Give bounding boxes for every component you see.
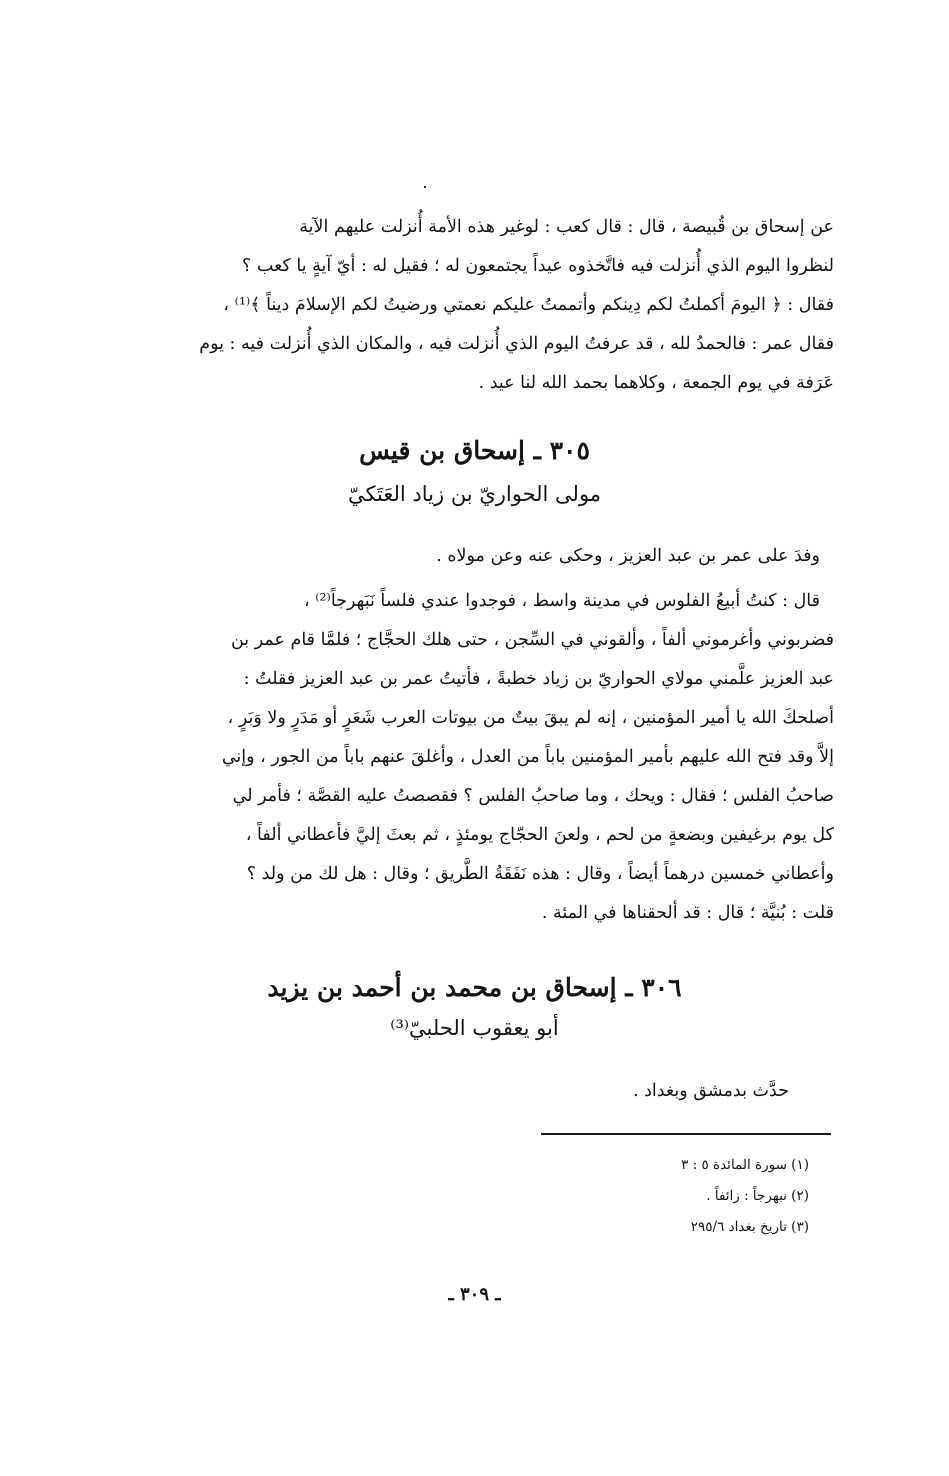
- text-line: فقال : ﴿ اليومَ أكملتُ لكم دِينكم وأتممتُ عليكم نعمتي ورضيتُ لكم الإسلامَ ديناً ﴾⁽¹⁾ ،: [223, 295, 834, 315]
- entry-heading-306: ٣٠٦ ـ إسحاق بن محمد بن أحمد بن يزيد: [267, 973, 682, 1002]
- text-line: قلت : بُنيَّة ؛ قال : قد ألحقناها في المئة .: [541, 903, 834, 923]
- text-line: صاحبُ الفلس ؛ فقال : ويحك ، وما صاحبُ الفلس ؟ فقصصتُ عليه القصَّة ؛ فأمر لي: [232, 786, 834, 806]
- stray-mark: [424, 186, 426, 188]
- entry-subheading-306: أبو يعقوب الحلبيّ⁽³⁾: [390, 1016, 559, 1040]
- text-line: وفدَ على عمر بن عبد العزيز ، وحكى عنه وعن مولاه .: [436, 546, 820, 566]
- page-number: ـ ٣٠٩ ـ: [448, 1284, 501, 1305]
- text-line: عَرَفة في يوم الجمعة ، وكلاهما بحمد الله لنا عيد .: [478, 373, 834, 393]
- text-line: أصلحكَ الله يا أمير المؤمنين ، إنه لم يبقَ بيتٌ من بيوتات العرب شَعَرٍ أو مَدَرٍ ولا وَبَرٍ ،: [227, 708, 834, 728]
- text-line: فضربوني وأغرموني ألفاً ، وألقوني في السِّجن ، حتى هلك الحجَّاج ؛ فلمَّا قام عمر بن: [230, 630, 834, 650]
- footnote-2: (٢) نبهرجاً : زائفاً .: [706, 1188, 809, 1204]
- text-line: عن إسحاق بن قُبيصة ، قال : قال كعب : لوغير هذه الأمة أُنزلت عليهم الآية: [299, 217, 834, 237]
- entry-305-story: [116, 582, 834, 933]
- footnote-3: (٣) تاريخ بغداد ٢٩٥/٦: [690, 1219, 809, 1235]
- text-line: كل يوم برغيفين وبضعةٍ من لحم ، ولعنَ الحجّاج يومئذٍ ، ثم بعثَ إليَّ فأعطاني ألفاً ،: [245, 825, 834, 845]
- text-line: عبد العزيز علَّمني مولاي الحواريّ بن زياد خطبةً ، فأتيتُ عمر بن عبد العزيز فقلتُ :: [243, 669, 834, 689]
- entry-heading-305: ٣٠٥ ـ إسحاق بن قيس: [359, 436, 590, 465]
- text-line: فقال عمر : فالحمدُ لله ، قد عرفتُ اليوم الذي أُنزلت فيه ، والمكان الذي أُنزلت فيه : يوم: [199, 334, 834, 354]
- entry-subheading-305: مولى الحواريّ بن زياد العَتَكيّ: [347, 482, 602, 506]
- text-line: إلاَّ وقد فتح الله عليهم بأمير المؤمنين باباً من العدل ، وأغلقَ عنهم باباً من الجور ، وإني: [221, 747, 834, 767]
- text-line: وأعطاني خمسين درهماً أيضاً ، وقال : هذه نَفَقَةُ الطَّريق ؛ وقال : هل لك من ولد ؟: [246, 864, 834, 884]
- text-line: قال : كنتُ أبيعُ الفلوس في مدينة واسط ، فوجدوا عندي فلساً نَبَهرجاً⁽²⁾ ،: [304, 591, 820, 611]
- footnote-separator: [541, 1133, 831, 1135]
- footnote-1: (١) سورة المائدة ٥ : ٣: [681, 1157, 809, 1173]
- entry-306-paragraph: حدَّث بدمشق وبغداد .: [633, 1081, 789, 1101]
- intro-paragraph: [116, 208, 834, 403]
- text-line: لنظروا اليوم الذي أُنزلت فيه فاتَّخذوه عيداً يجتمعون له ؛ فقيل له : أيّ آيةٍ يا كعب ؟: [242, 256, 834, 276]
- footnotes: [681, 1150, 809, 1243]
- entry-305-intro: [116, 537, 834, 576]
